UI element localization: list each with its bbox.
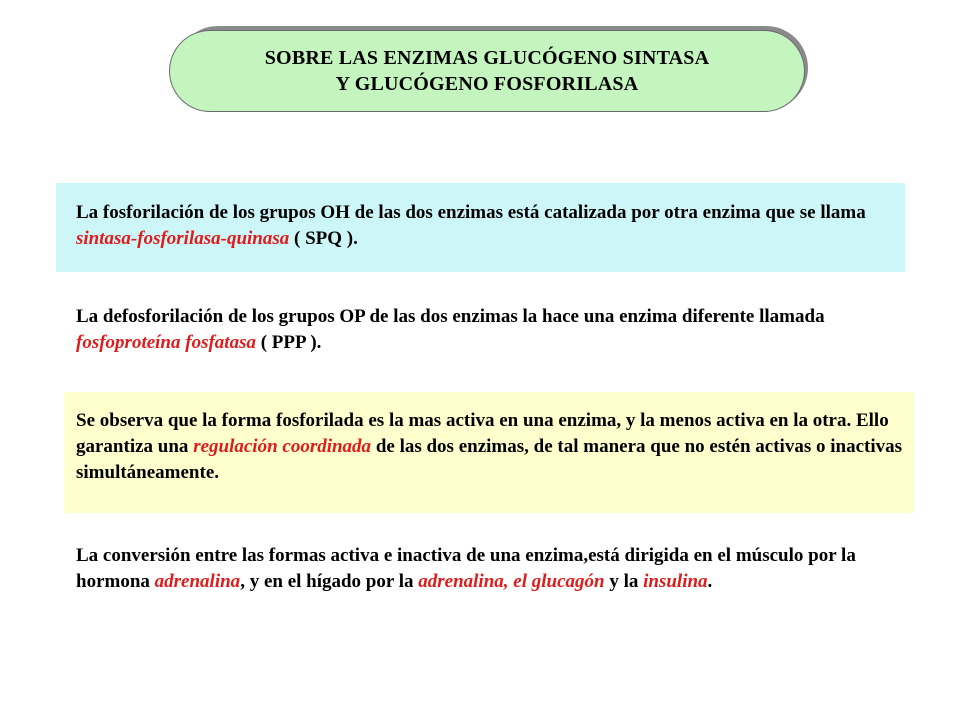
dephosphorylation-text-a: La defosforilación de los grupos OP de las dos enzimas la hace una enzima diferente llamada: [76, 306, 825, 327]
coordinated-regulation-panel: [64, 392, 914, 513]
phosphorylation-text: [76, 200, 905, 252]
title-line-2: Y GLUCÓGENO FOSFORILASA: [335, 73, 639, 95]
spq-enzyme-name: sintasa-fosforilasa-quinasa: [76, 228, 290, 249]
phosphorylation-text-a: La fosforilación de los grupos OH de las dos enzimas está catalizada por otra enzima que se llama: [76, 202, 866, 223]
hormonal-text: [76, 543, 916, 595]
page-title: [169, 30, 805, 112]
title-line-1: SOBRE LAS ENZIMAS GLUCÓGENO SINTASA: [264, 47, 710, 69]
coordinated-regulation-term: regulación coordinada: [193, 436, 372, 457]
regulation-text-b: de las dos enzimas, de tal manera que no estén activas o inactivas simultáneamente.: [76, 436, 902, 483]
dephosphorylation-text-b: ( PPP ).: [255, 332, 322, 353]
phosphorylation-text-b: ( SPQ ).: [289, 228, 358, 249]
regulation-text: [76, 408, 914, 486]
hormonal-text-d: .: [707, 571, 713, 592]
adrenaline-glucagon-term: adrenalina, el glucagón: [418, 571, 605, 592]
hormonal-text-b: , y en el hígado por la: [240, 571, 419, 592]
hormonal-control-panel: [56, 541, 916, 631]
regulation-text-a: Se observa que la forma fosforilada es la mas activa en una enzima, y la menos activa en la otra. Ello garantiza una: [76, 410, 889, 457]
adrenaline-term: adrenalina: [154, 571, 241, 592]
phosphorylation-panel: [56, 183, 905, 272]
dephosphorylation-text: [76, 304, 905, 356]
insulin-term: insulina: [643, 571, 708, 592]
dephosphorylation-panel: [56, 302, 905, 364]
hormonal-text-a: La conversión entre las formas activa e inactiva de una enzima,está dirigida en el músculo por la hormona: [76, 545, 856, 592]
hormonal-text-c: y la: [604, 571, 644, 592]
ppp-enzyme-name: fosfoproteína fosfatasa: [76, 332, 256, 353]
